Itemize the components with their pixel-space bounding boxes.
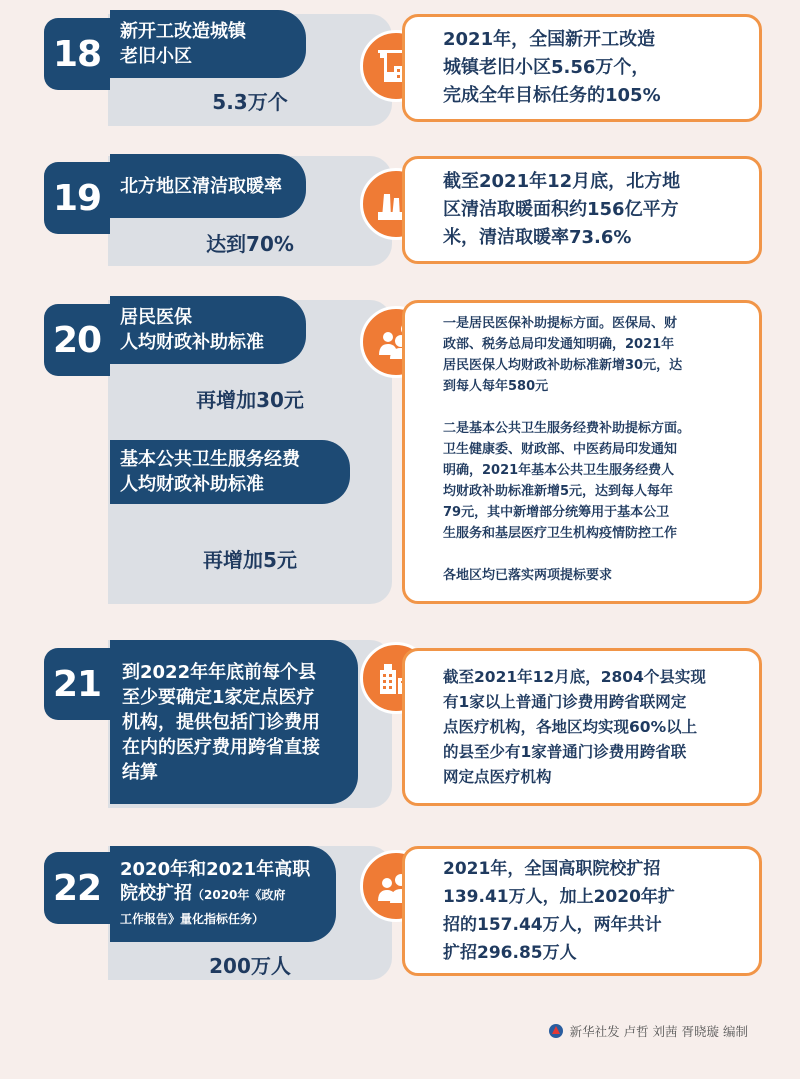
desc-paragraph [443, 313, 745, 397]
item-number: 22 [44, 852, 110, 924]
item-title [110, 296, 306, 364]
desc-line: 明确，2021年基本公共卫生服务经费人 [443, 463, 675, 478]
desc-line: 79元，其中新增部分统筹用于基本公卫 [443, 505, 670, 520]
title-line: 2020年和2021年高职 [120, 858, 311, 880]
item-title [110, 846, 336, 942]
item-description [402, 14, 762, 122]
desc-line: 各地区均已落实两项提标要求 [443, 568, 613, 583]
desc-line: 米，清洁取暖率73.6% [443, 227, 632, 248]
item-value: 5.3万个 [212, 90, 288, 114]
item-value-2: 再增加5元 [203, 548, 297, 572]
desc-line: 截至2021年12月底，2804个县实现 [443, 667, 706, 686]
item-description [402, 156, 762, 264]
footer-text: 新华社发 卢哲 刘茜 胥晓璇 编制 [569, 1024, 748, 1039]
desc-line: 有1家以上普通门诊费用跨省联网定 [443, 692, 687, 711]
desc-line: 截至2021年12月底，北方地 [443, 171, 681, 192]
title-line: 至少要确定1家定点医疗 [122, 686, 315, 708]
item-value: 再增加30元 [196, 388, 304, 412]
desc-line: 居民医保人均财政补助标准新增30元，达 [443, 358, 683, 373]
desc-line: 扩招296.85万人 [443, 943, 577, 963]
desc-line: 139.41万人，加上2020年扩 [443, 887, 675, 907]
title-line: 院校扩招（2020年《政府 [120, 882, 286, 904]
desc-line: 完成全年目标任务的105% [443, 85, 661, 106]
desc-line: 点医疗机构，各地区均实现60%以上 [443, 717, 698, 736]
desc-paragraph [443, 565, 745, 586]
desc-line: 生服务和基层医疗卫生机构疫情防控工作 [443, 526, 678, 541]
desc-line: 2021年，全国新开工改造 [443, 29, 656, 50]
item-title [110, 640, 358, 804]
title-line: 居民医保 [120, 307, 192, 328]
item-number: 18 [44, 18, 110, 90]
item-description [402, 300, 762, 604]
item-title [110, 10, 306, 78]
title-line: 老旧小区 [120, 46, 192, 67]
title-line: 人均财政补助标准 [120, 474, 264, 495]
title-line: 基本公共卫生服务经费 [120, 449, 300, 470]
item-value: 200万人 [209, 954, 291, 978]
item-number: 20 [44, 304, 110, 376]
desc-line: 卫生健康委、财政部、中医药局印发通知 [443, 442, 678, 457]
item-description [402, 846, 762, 976]
desc-line: 均财政补助标准新增5元，达到每人每年 [443, 484, 674, 499]
title-subnote: （2020年《政府 [192, 887, 286, 902]
desc-paragraph [443, 418, 745, 544]
title-line: 人均财政补助标准 [120, 332, 264, 353]
title-line: 新开工改造城镇 [120, 21, 246, 42]
desc-line: 招的157.44万人，两年共计 [443, 915, 662, 935]
item-number: 21 [44, 648, 110, 720]
title-line: 机构，提供包括门诊费用 [122, 711, 320, 733]
desc-line: 到每人每年580元 [443, 379, 549, 394]
desc-line: 2021年，全国高职院校扩招 [443, 859, 661, 879]
item-title [110, 154, 306, 218]
item-description [402, 648, 762, 806]
desc-line: 城镇老旧小区5.56万个， [443, 57, 650, 78]
desc-line: 一是居民医保补助提标方面。医保局、财 [443, 316, 678, 331]
desc-line: 网定点医疗机构 [443, 767, 552, 786]
credit-footer [548, 1022, 748, 1040]
desc-line: 政部、税务总局印发通知明确，2021年 [443, 337, 675, 352]
desc-line: 区清洁取暖面积约156亿平方 [443, 199, 679, 220]
xinhua-logo-icon [548, 1023, 564, 1039]
desc-line: 二是基本公共卫生服务经费补助提标方面。 [443, 421, 691, 436]
title-line: 结算 [122, 761, 158, 783]
desc-line: 的县至少有1家普通门诊费用跨省联 [443, 742, 687, 761]
title-line: 在内的医疗费用跨省直接 [122, 736, 320, 758]
item-value: 达到70% [206, 232, 294, 256]
item-title-2 [110, 440, 350, 504]
title-line: 到2022年年底前每个县 [122, 661, 317, 683]
title-subnote: 工作报告》量化指标任务） [120, 911, 265, 926]
item-number: 19 [44, 162, 110, 234]
title-line: 北方地区清洁取暖率 [120, 175, 282, 197]
